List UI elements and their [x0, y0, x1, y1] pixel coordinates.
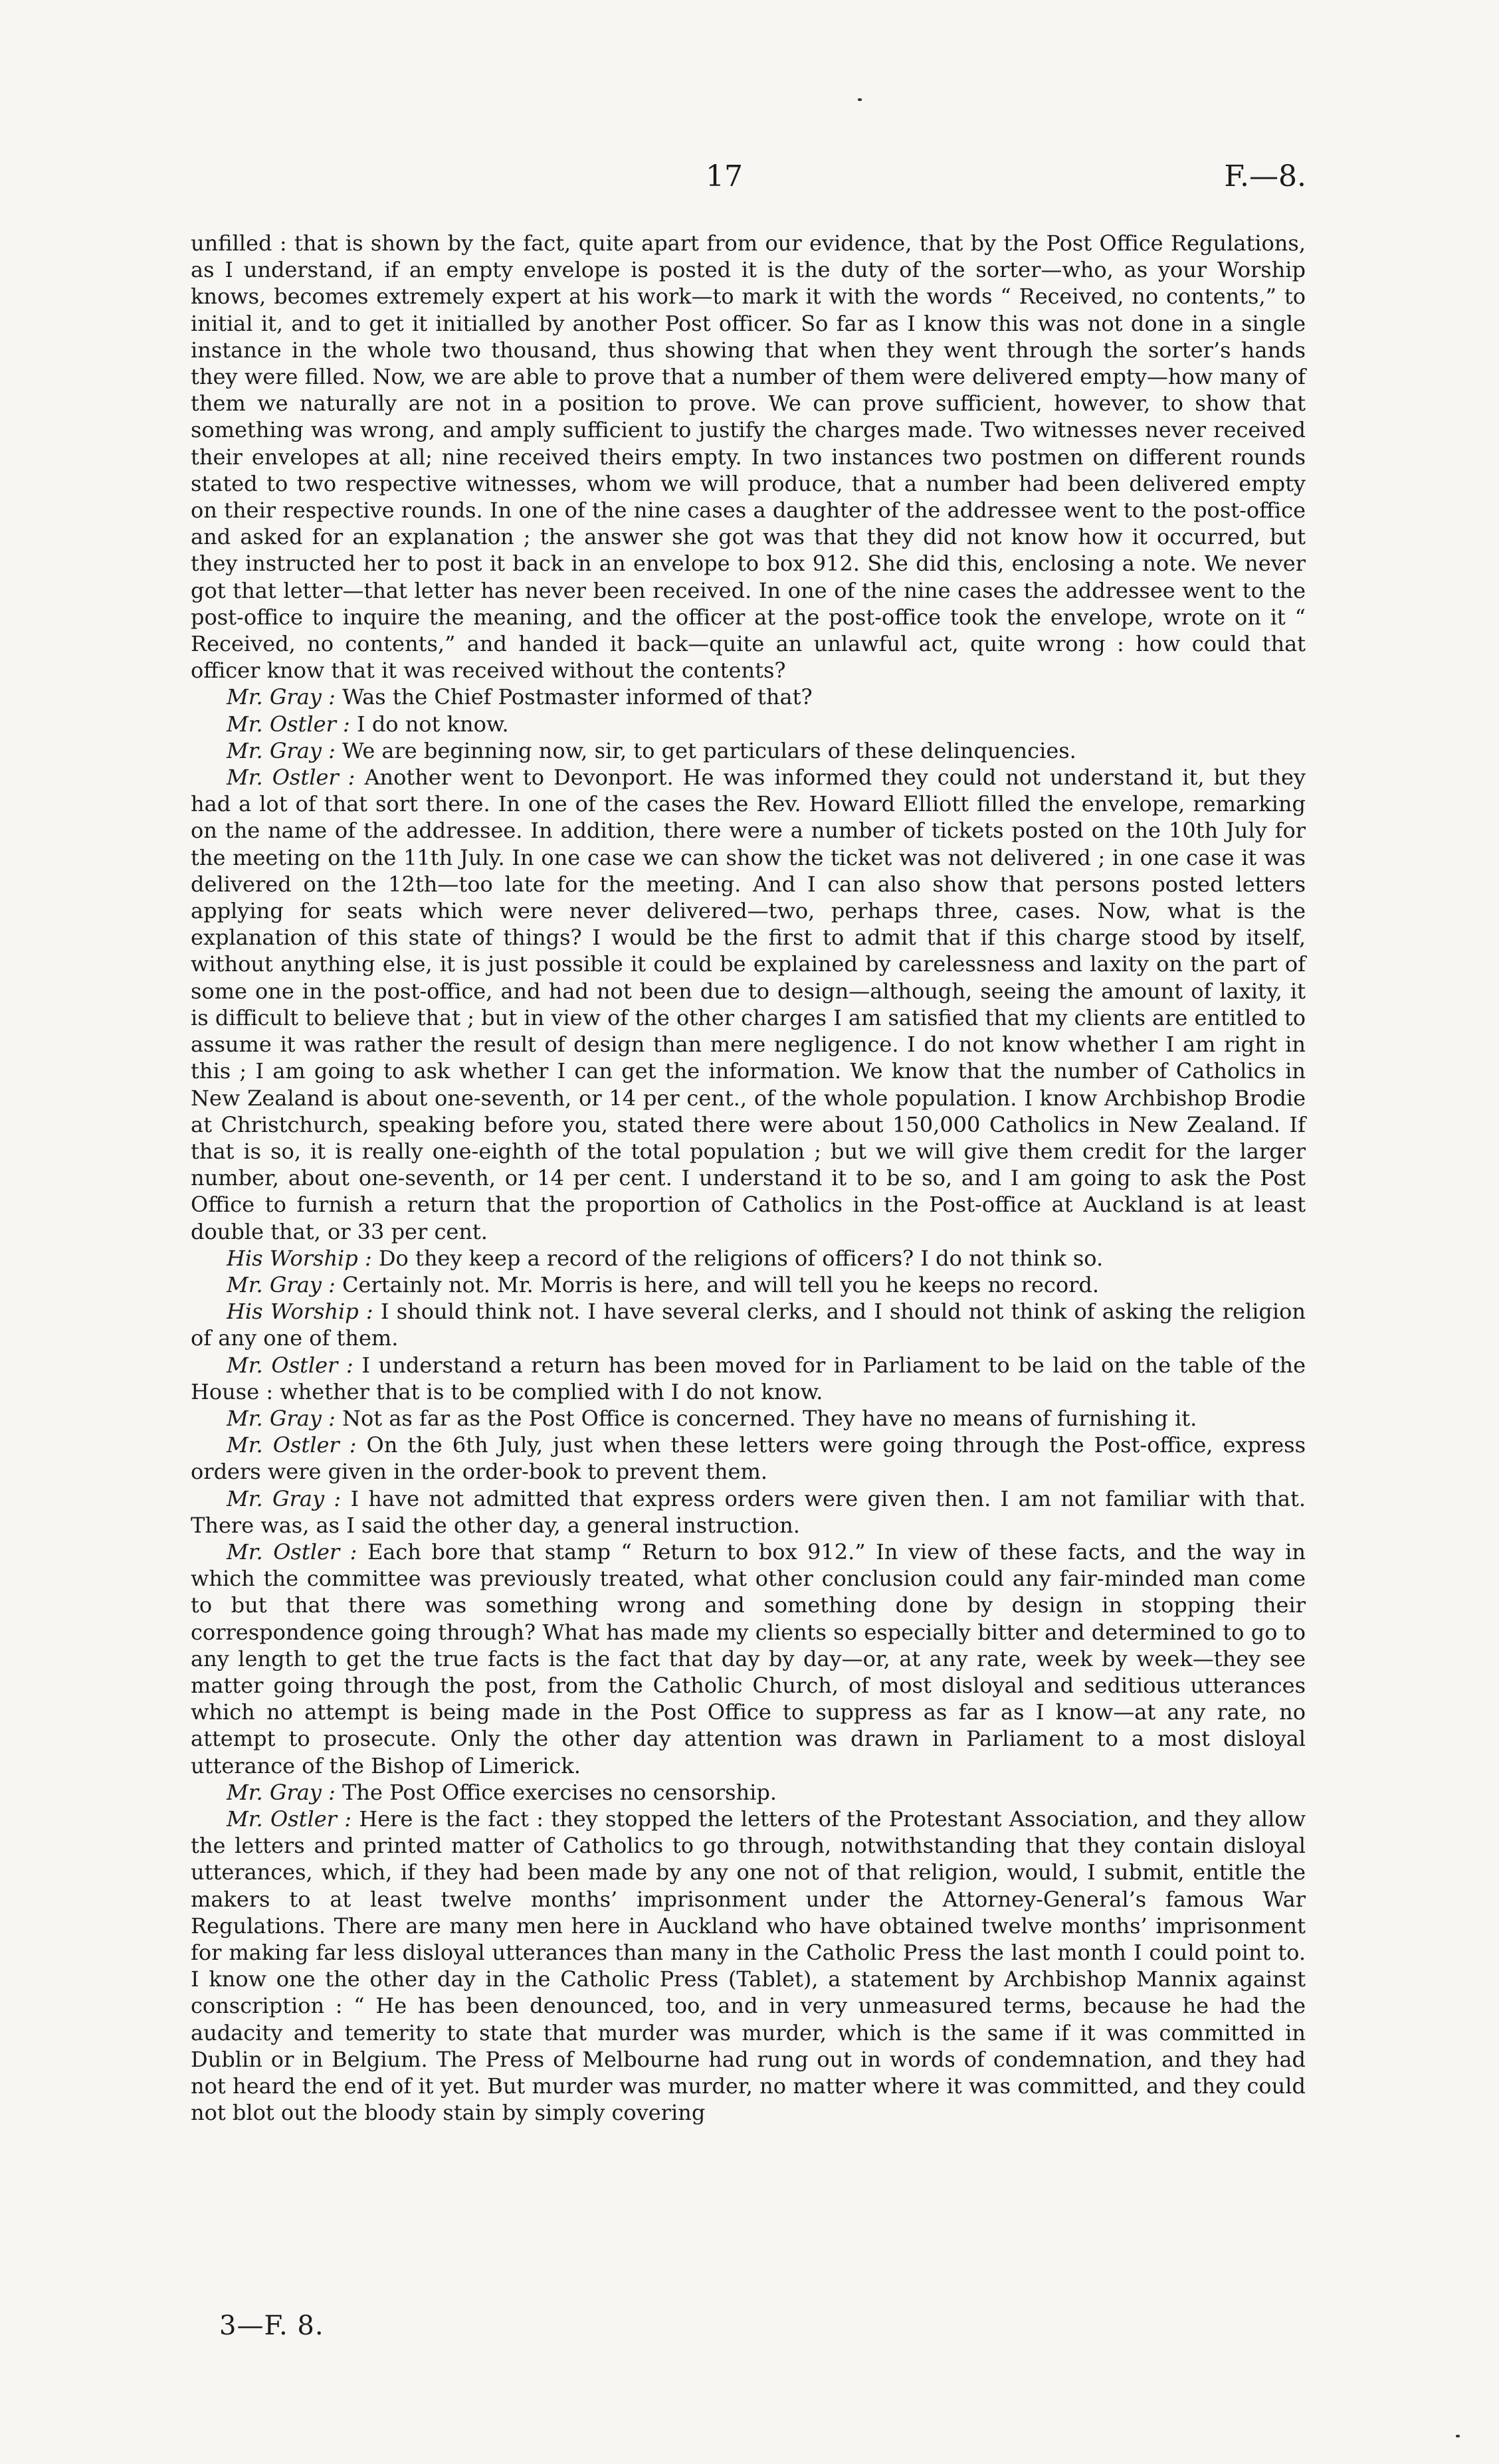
- printer-mark: [1456, 2435, 1460, 2437]
- printer-mark: [858, 98, 862, 101]
- page-number: 17: [706, 159, 743, 193]
- speaker: Mr. Ostler :: [227, 765, 355, 791]
- paragraph: Mr. Ostler : I understand a return has been moved for in Parliament to be laid on the table of the House : whether that is to be complied with I do not know.: [191, 1352, 1306, 1404]
- paragraph: Mr. Gray : We are beginning now, sir, to get particulars of these delinquencies.: [227, 737, 1076, 763]
- speaker: Mr. Gray :: [227, 684, 336, 710]
- speaker: His Worship :: [227, 1299, 373, 1325]
- paragraph: His Worship : I should think not. I have several clerks, and I should not think of asking the religion of any one of them.: [191, 1299, 1306, 1351]
- paragraph: Mr. Gray : Certainly not. Mr. Morris is here, and will tell you he keeps no record.: [227, 1272, 1100, 1297]
- speaker: Mr. Ostler :: [227, 1352, 353, 1378]
- speaker: Mr. Gray :: [227, 737, 336, 763]
- speaker: His Worship :: [227, 1245, 372, 1271]
- speaker: Mr. Ostler :: [227, 1806, 352, 1832]
- speaker: Mr. Gray :: [227, 1779, 336, 1805]
- paragraph: Mr. Ostler : Here is the fact : they stopped the letters of the Protestant Association, and they allow the letters and printed matter of Catholics to go through, notwithstanding that they contain disloyal utterances, which, if they had been made by any one not of that religion, would, I submit, entitle the makers to at least twelve months’ imprisonment under the Attorney-General’s famous War Regulations. There are many men here in Auckland who have obtained twelve months’ imprisonment for making far less disloyal utterances than many in the Catholic Press the last month I could point to. I know one the other day in the Catholic Press (Tablet), a statement by Archbishop Mannix against conscription : “ He has been denounced, too, and in very unmeasured terms, because he had the audacity and temerity to state that murder was murder, which is the same if it was committed in Dublin or in Belgium. The Press of Melbourne had rung out in words of condemnation, and they had not heard the end of it yet. But murder was murder, no matter where it was committed, and they could not blot out the bloody stain by simply covering: [191, 1806, 1306, 2126]
- paragraph: Mr. Ostler : Each bore that stamp “ Return to box 912.” In view of these facts, and the way in which the committee was previously treated, what other conclusion could any fair-minded man come to but that there was something wrong and something done by design in stopping their correspondence going through? What has made my clients so especially bitter and determined to go to any length to get the true facts is the fact that day by day—or, at any rate, week by week—they see matter going through the post, from the Catholic Church, of most disloyal and seditious utterances which no attempt is being made in the Post Office to suppress as far as I know—at any rate, no attempt to prosecute. Only the other day attention was drawn in Parliament to a most disloyal utterance of the Bishop of Limerick.: [191, 1539, 1306, 1778]
- paragraph: Mr. Gray : I have not admitted that express orders were given then. I am not familiar with that. There was, as I said the other day, a general instruction.: [191, 1485, 1306, 1538]
- paragraph: Mr. Gray : Not as far as the Post Office is concerned. They have no means of furnishing it.: [227, 1405, 1197, 1431]
- paragraph: Mr. Gray : Was the Chief Postmaster informed of that?: [227, 684, 813, 710]
- speaker: Mr. Ostler :: [227, 711, 350, 737]
- speaker: Mr. Gray :: [227, 1405, 336, 1431]
- speaker: Mr. Gray :: [227, 1272, 336, 1297]
- paragraph: Mr. Gray : The Post Office exercises no censorship.: [227, 1779, 777, 1805]
- signature-mark: 3—F. 8.: [219, 2311, 324, 2341]
- transcript-body: [191, 230, 1306, 2126]
- report-reference: F.—8.: [1224, 159, 1306, 193]
- speaker: Mr. Gray :: [227, 1485, 342, 1511]
- paragraph: His Worship : Do they keep a record of the religions of officers? I do not think so.: [227, 1245, 1104, 1271]
- paragraph: unfilled : that is shown by the fact, quite apart from our evidence, that by the Post Office Regulations, as I understand, if an empty envelope is posted it is the duty of the sorter—who, as your Worship knows, becomes extremely expert at his work—to mark it with the words “ Received, no contents,” to initial it, and to get it initialled by another Post officer. So far as I know this was not done in a single instance in the whole two thousand, thus showing that when they went through the sorter’s hands they were filled. Now, we are able to prove that a number of them were delivered empty—how many of them we naturally are not in a position to prove. We can prove sufficient, however, to show that something was wrong, and amply sufficient to justify the charges made. Two witnesses never received their envelopes at all; nine received theirs empty. In two instances two postmen on different rounds stated to two respective witnesses, whom we will produce, that a number had been delivered empty on their respective rounds. In one of the nine cases a daughter of the addressee went to the post-office and asked for an explanation ; the answer she got was that they did not know how it occurred, but they instructed her to post it back in an envelope to box 912. She did this, enclosing a note. We never got that letter—that letter has never been received. In one of the nine cases the addressee went to the post-office to inquire the meaning, and the officer at the post-office took the envelope, wrote on it “ Received, no contents,” and handed it back—quite an unlawful act, quite wrong : how could that officer know that it was received without the contents?: [191, 231, 1306, 684]
- paragraph: Mr. Ostler : Another went to Devonport. He was informed they could not understand it, but they had a lot of that sort there. In one of the cases the Rev. Howard Elliott filled the envelope, remarking on the name of the addressee. In addition, there were a number of tickets posted on the 10th July for the meeting on the 11th July. In one case we can show the ticket was not delivered ; in one case it was delivered on the 12th—too late for the meeting. And I can also show that persons posted letters applying for seats which were never delivered—two, perhaps three, cases. Now, what is the explanation of this state of things? I would be the first to admit that if this charge stood by itself, without anything else, it is just possible it could be explained by carelessness and laxity on the part of some one in the post-office, and had not been due to design—although, seeing the amount of laxity, it is difficult to believe that ; but in view of the other charges I am satisfied that my clients are entitled to assume it was rather the result of design than mere negligence. I do not know whether I am right in this ; I am going to ask whether I can get the information. We know that the number of Catholics in New Zealand is about one-seventh, or 14 per cent., of the whole population. I know Archbishop Brodie at Christchurch, speaking before you, stated there were about 150,000 Catholics in New Zealand. If that is so, it is really one-eighth of the total population ; but we will give them credit for the larger number, about one-seventh, or 14 per cent. I understand it to be so, and I am going to ask the Post Office to furnish a return that the proportion of Catholics in the Post-office at Auckland is at least double that, or 33 per cent.: [191, 765, 1306, 1244]
- paragraph: Mr. Ostler : I do not know.: [227, 711, 509, 737]
- speaker: Mr. Ostler :: [227, 1432, 357, 1458]
- paragraph: Mr. Ostler : On the 6th July, just when these letters were going through the Post-office, express orders were given in the order-book to prevent them.: [191, 1432, 1306, 1485]
- speaker: Mr. Ostler :: [227, 1539, 357, 1564]
